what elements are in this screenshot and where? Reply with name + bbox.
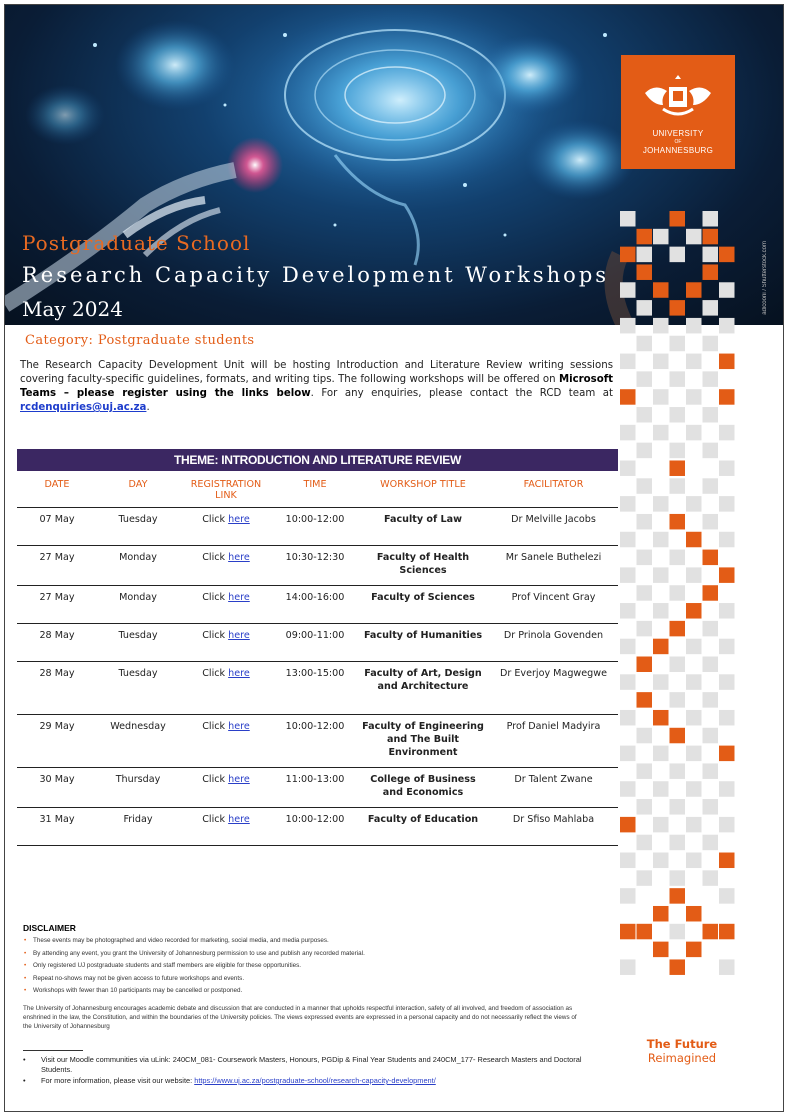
- pattern-square-grey: [620, 282, 636, 298]
- pattern-square-grey: [719, 603, 735, 619]
- pattern-square-grey: [620, 425, 636, 441]
- cell-registration: [179, 768, 273, 808]
- pattern-square-grey: [703, 336, 719, 352]
- intro-paragraph: [20, 359, 613, 415]
- table-header-row: [17, 475, 618, 508]
- pattern-square-grey: [703, 870, 719, 886]
- pattern-square-grey: [719, 639, 735, 655]
- click-text: Click: [202, 774, 229, 785]
- pattern-square-grey: [703, 211, 719, 227]
- pattern-square-grey: [653, 318, 669, 334]
- table-row: [17, 624, 618, 662]
- cell-title: Faculty of Humanities: [357, 624, 489, 662]
- table-row: [17, 508, 618, 546]
- pattern-square-grey: [637, 443, 653, 459]
- website-link[interactable]: https://www.uj.ac.za/postgraduate-school/research-capacity-development/: [194, 1076, 436, 1085]
- pattern-square-orange: [703, 924, 719, 940]
- pattern-square-grey: [686, 781, 702, 797]
- cell-registration: [179, 662, 273, 715]
- pattern-square-grey: [653, 354, 669, 370]
- header-date: DATE: [17, 475, 97, 508]
- intro-text-2: . For any enquiries, please contact the RCD team at: [310, 388, 613, 399]
- pattern-square-grey: [670, 371, 686, 387]
- footer-links: [23, 1055, 583, 1087]
- cell-facilitator: Dr Talent Zwane: [489, 768, 618, 808]
- pattern-square-grey: [653, 229, 669, 245]
- pattern-square-grey: [686, 318, 702, 334]
- cell-facilitator: Dr Everjoy Magwegwe: [489, 662, 618, 715]
- pattern-square-grey: [703, 692, 719, 708]
- pattern-square-grey: [719, 674, 735, 690]
- pattern-square-grey: [670, 692, 686, 708]
- pattern-square-grey: [703, 478, 719, 494]
- pattern-square-grey: [620, 567, 636, 583]
- cell-time: 14:00-16:00: [273, 586, 357, 624]
- cell-facilitator: Dr Melville Jacobs: [489, 508, 618, 546]
- pattern-square-orange: [653, 710, 669, 726]
- pattern-square-grey: [719, 425, 735, 441]
- pattern-square-grey: [686, 389, 702, 405]
- email-link[interactable]: rcdenquiries@uj.ac.za: [20, 402, 147, 413]
- pattern-square-orange: [703, 229, 719, 245]
- pattern-square-grey: [670, 336, 686, 352]
- hero-date: May 2024: [22, 297, 123, 321]
- table-row: [17, 715, 618, 768]
- intro-text-1: The Research Capacity Development Unit will be hosting Introduction and Literature Review writing sessions covering faculty-specific guidelines, formats, and writing tips. The following workshops will be offered on: [20, 360, 613, 385]
- moodle-note: • Visit our Moodle communities via uLink: 240CM_081- Coursework Masters, Honours, PGDip & Final Year Students and 240CM_177- Research Masters and Doctoral Students.: [23, 1055, 583, 1075]
- pattern-square-grey: [637, 336, 653, 352]
- cell-registration: [179, 624, 273, 662]
- flyer-page: [4, 4, 784, 1112]
- pattern-square-orange: [637, 924, 653, 940]
- click-text: Click: [202, 814, 229, 825]
- registration-link[interactable]: here: [228, 721, 250, 732]
- pattern-square-grey: [620, 746, 636, 762]
- click-text: Click: [202, 630, 229, 641]
- disclaimer-heading: DISCLAIMER: [23, 923, 76, 933]
- cell-day: Tuesday: [97, 662, 179, 715]
- cell-date: 07 May: [17, 508, 97, 546]
- pattern-square-grey: [620, 888, 636, 904]
- cell-day: Thursday: [97, 768, 179, 808]
- pattern-square-orange: [719, 567, 735, 583]
- pattern-square-grey: [620, 710, 636, 726]
- cell-date: 28 May: [17, 662, 97, 715]
- click-text: Click: [202, 668, 229, 679]
- pattern-square-grey: [653, 425, 669, 441]
- pattern-square-grey: [670, 443, 686, 459]
- pattern-square-grey: [670, 835, 686, 851]
- cell-time: 10:00-12:00: [273, 715, 357, 768]
- pattern-square-grey: [703, 799, 719, 815]
- pattern-square-orange: [670, 888, 686, 904]
- cell-facilitator: Dr Sfiso Mahlaba: [489, 808, 618, 846]
- cell-title: Faculty of Law: [357, 508, 489, 546]
- image-credit: adicooni / Shutterstock.com: [762, 241, 768, 315]
- disclaimer-item: • These events may be photographed and video recorded for marketing, social media, and media purposes.: [23, 935, 583, 948]
- pattern-square-grey: [620, 318, 636, 334]
- pattern-square-grey: [686, 496, 702, 512]
- pattern-square-grey: [653, 817, 669, 833]
- cell-time: 10:00-12:00: [273, 808, 357, 846]
- intro-text-3: .: [146, 402, 150, 413]
- logo-line-2: OF: [674, 139, 682, 145]
- cell-title: Faculty of Education: [357, 808, 489, 846]
- pattern-square-grey: [653, 389, 669, 405]
- pattern-square-orange: [719, 924, 735, 940]
- pattern-square-grey: [653, 603, 669, 619]
- click-text: Click: [202, 514, 229, 525]
- pattern-square-orange: [670, 514, 686, 530]
- pattern-square-grey: [653, 746, 669, 762]
- pattern-square-grey: [670, 799, 686, 815]
- pattern-square-grey: [670, 407, 686, 423]
- pattern-square-grey: [637, 550, 653, 566]
- table-row: [17, 586, 618, 624]
- disclaimer-item: • Workshops with fewer than 10 participants may be cancelled or postponed.: [23, 985, 583, 998]
- cell-time: 13:00-15:00: [273, 662, 357, 715]
- table-row: [17, 768, 618, 808]
- pattern-square-grey: [637, 799, 653, 815]
- pattern-square-grey: [653, 781, 669, 797]
- cell-time: 09:00-11:00: [273, 624, 357, 662]
- table-row: [17, 662, 618, 715]
- pattern-square-grey: [653, 496, 669, 512]
- pattern-square-orange: [703, 550, 719, 566]
- pattern-square-grey: [686, 425, 702, 441]
- pattern-square-grey: [637, 621, 653, 637]
- tagline-line-2: Reimagined: [647, 1051, 717, 1065]
- pattern-square-grey: [670, 924, 686, 940]
- category-label: Category: Postgraduate students: [25, 333, 255, 348]
- pattern-square-grey: [653, 853, 669, 869]
- disclaimer-paragraph: The University of Johannesburg encourages academic debate and discussion that are conducted in a manner that upholds respectful interaction, safety of all involved, and freedom of association as enshrined in the law, the Constitution, and within the boundaries of the University policies. The views expressed events are expressed in a personal capacity and do not necessarily reflect the views of the University of Johannesburg: [23, 1004, 577, 1030]
- pattern-square-grey: [686, 710, 702, 726]
- registration-link[interactable]: here: [228, 630, 250, 641]
- pattern-square-grey: [620, 460, 636, 476]
- registration-link[interactable]: here: [228, 668, 250, 679]
- pattern-square-grey: [670, 478, 686, 494]
- cell-registration: [179, 715, 273, 768]
- pattern-square-grey: [703, 514, 719, 530]
- pattern-square-grey: [703, 728, 719, 744]
- registration-link[interactable]: here: [228, 552, 250, 563]
- pattern-square-orange: [719, 853, 735, 869]
- pattern-square-grey: [686, 746, 702, 762]
- pattern-square-grey: [620, 959, 636, 975]
- pattern-square-orange: [686, 282, 702, 298]
- website-note: [23, 1076, 583, 1086]
- registration-link[interactable]: here: [228, 514, 250, 525]
- pattern-square-grey: [620, 674, 636, 690]
- click-text: Click: [202, 592, 229, 603]
- divider: [23, 1050, 83, 1051]
- cell-title: Faculty of Art, Design and Architecture: [357, 662, 489, 715]
- pattern-square-grey: [719, 532, 735, 548]
- pattern-square-grey: [703, 763, 719, 779]
- cell-date: 29 May: [17, 715, 97, 768]
- cell-facilitator: Dr Prinola Govenden: [489, 624, 618, 662]
- pattern-square-grey: [670, 870, 686, 886]
- cell-title: Faculty of Health Sciences: [357, 546, 489, 586]
- tagline-line-1: The Future: [646, 1037, 718, 1051]
- pattern-square-grey: [637, 371, 653, 387]
- pattern-square-grey: [719, 781, 735, 797]
- registration-link[interactable]: here: [228, 814, 250, 825]
- pattern-square-grey: [703, 657, 719, 673]
- pattern-square-grey: [653, 532, 669, 548]
- header-registration: REGISTRATION LINK: [179, 475, 273, 508]
- header-day: DAY: [97, 475, 179, 508]
- registration-link[interactable]: here: [228, 592, 250, 603]
- pattern-square-orange: [686, 906, 702, 922]
- hero-subtitle: Postgraduate School: [22, 231, 251, 255]
- cell-facilitator: Prof Daniel Madyira: [489, 715, 618, 768]
- pattern-square-grey: [653, 674, 669, 690]
- pattern-square-grey: [719, 496, 735, 512]
- pattern-square-grey: [670, 550, 686, 566]
- disclaimer-item: • Only registered UJ postgraduate students and staff members are eligible for these opportunities.: [23, 960, 583, 973]
- pattern-square-grey: [637, 763, 653, 779]
- pattern-square-orange: [653, 639, 669, 655]
- pattern-square-orange: [620, 924, 636, 940]
- pattern-square-orange: [653, 942, 669, 958]
- cell-date: 28 May: [17, 624, 97, 662]
- uj-logo: [621, 55, 735, 169]
- cell-time: 11:00-13:00: [273, 768, 357, 808]
- pattern-square-grey: [703, 300, 719, 316]
- cell-title: Faculty of Engineering and The Built Environment: [357, 715, 489, 768]
- cell-time: 10:30-12:30: [273, 546, 357, 586]
- pattern-square-grey: [719, 710, 735, 726]
- pattern-square-grey: [637, 835, 653, 851]
- pattern-square-orange: [719, 354, 735, 370]
- pattern-square-grey: [703, 443, 719, 459]
- website-text: For more information, please visit our website:: [41, 1076, 195, 1085]
- pattern-square-orange: [670, 959, 686, 975]
- pattern-square-orange: [653, 906, 669, 922]
- pattern-square-grey: [719, 282, 735, 298]
- pattern-square-orange: [637, 229, 653, 245]
- pattern-square-grey: [719, 959, 735, 975]
- cell-title: Faculty of Sciences: [357, 586, 489, 624]
- cell-facilitator: Mr Sanele Buthelezi: [489, 546, 618, 586]
- pattern-square-grey: [637, 247, 653, 263]
- cell-registration: [179, 508, 273, 546]
- pattern-square-orange: [620, 389, 636, 405]
- disclaimer: [23, 923, 583, 1031]
- cell-day: Tuesday: [97, 508, 179, 546]
- pattern-square-grey: [637, 407, 653, 423]
- pattern-square-grey: [637, 728, 653, 744]
- pattern-square-grey: [686, 853, 702, 869]
- pattern-square-grey: [653, 567, 669, 583]
- pattern-square-orange: [670, 460, 686, 476]
- hero-title: Research Capacity Development Workshops: [22, 263, 610, 287]
- pattern-square-grey: [703, 621, 719, 637]
- pattern-square-orange: [719, 746, 735, 762]
- pattern-square-grey: [703, 371, 719, 387]
- pattern-square-grey: [637, 514, 653, 530]
- table-row: [17, 808, 618, 846]
- header-facilitator: FACILITATOR: [489, 475, 618, 508]
- disclaimer-item: • By attending any event, you grant the University of Johannesburg permission to use and publish any recorded material.: [23, 948, 583, 961]
- pattern-square-grey: [620, 853, 636, 869]
- tagline: [637, 1037, 727, 1065]
- pattern-square-orange: [670, 621, 686, 637]
- disclaimer-item: • Repeat no-shows may not be given access to future workshops and events.: [23, 973, 583, 986]
- pattern-square-orange: [719, 247, 735, 263]
- cell-day: Friday: [97, 808, 179, 846]
- cell-date: 31 May: [17, 808, 97, 846]
- pattern-square-grey: [620, 496, 636, 512]
- logo-line-1: UNIVERSITY: [652, 129, 704, 138]
- pattern-square-grey: [686, 354, 702, 370]
- pattern-square-orange: [637, 657, 653, 673]
- pattern-square-orange: [686, 532, 702, 548]
- cell-facilitator: Prof Vincent Gray: [489, 586, 618, 624]
- cell-registration: [179, 808, 273, 846]
- click-text: Click: [202, 721, 229, 732]
- cell-date: 27 May: [17, 586, 97, 624]
- pattern-square-grey: [637, 585, 653, 601]
- cell-time: 10:00-12:00: [273, 508, 357, 546]
- pattern-square-grey: [686, 639, 702, 655]
- pattern-square-grey: [703, 835, 719, 851]
- pattern-square-grey: [620, 354, 636, 370]
- cell-title: College of Business and Economics: [357, 768, 489, 808]
- decorative-pattern: [619, 210, 735, 1000]
- pattern-square-orange: [653, 282, 669, 298]
- pattern-square-orange: [703, 264, 719, 280]
- logo-line-3: JOHANNESBURG: [642, 146, 714, 155]
- pattern-square-grey: [637, 870, 653, 886]
- pattern-square-orange: [703, 585, 719, 601]
- pattern-square-orange: [670, 211, 686, 227]
- pattern-square-orange: [670, 728, 686, 744]
- pattern-square-grey: [620, 603, 636, 619]
- header-time: TIME: [273, 475, 357, 508]
- pattern-square-orange: [620, 247, 636, 263]
- pattern-square-orange: [719, 389, 735, 405]
- pattern-square-grey: [620, 639, 636, 655]
- uj-crest-icon: [641, 75, 715, 127]
- pattern-square-grey: [637, 478, 653, 494]
- pattern-square-grey: [686, 817, 702, 833]
- registration-link[interactable]: here: [228, 774, 250, 785]
- pattern-square-grey: [620, 781, 636, 797]
- cell-registration: [179, 546, 273, 586]
- pattern-square-grey: [670, 657, 686, 673]
- pattern-square-grey: [686, 229, 702, 245]
- pattern-square-grey: [670, 585, 686, 601]
- theme-bar: THEME: INTRODUCTION AND LITERATURE REVIEW: [17, 449, 618, 471]
- pattern-square-grey: [719, 888, 735, 904]
- pattern-square-grey: [686, 567, 702, 583]
- pattern-square-orange: [637, 692, 653, 708]
- table-row: [17, 546, 618, 586]
- pattern-square-orange: [686, 603, 702, 619]
- pattern-square-orange: [637, 264, 653, 280]
- pattern-square-orange: [670, 300, 686, 316]
- click-text: Click: [202, 552, 229, 563]
- disclaimer-list: [23, 935, 583, 998]
- pattern-square-grey: [686, 674, 702, 690]
- cell-date: 27 May: [17, 546, 97, 586]
- pattern-square-grey: [637, 300, 653, 316]
- pattern-square-grey: [719, 817, 735, 833]
- cell-registration: [179, 586, 273, 624]
- cell-day: Tuesday: [97, 624, 179, 662]
- header-title: WORKSHOP TITLE: [357, 475, 489, 508]
- pattern-square-grey: [670, 763, 686, 779]
- pattern-square-grey: [719, 460, 735, 476]
- pattern-square-grey: [703, 407, 719, 423]
- workshop-table: [17, 475, 618, 846]
- cell-day: Monday: [97, 546, 179, 586]
- pattern-square-orange: [686, 942, 702, 958]
- pattern-square-grey: [719, 318, 735, 334]
- pattern-square-grey: [670, 247, 686, 263]
- cell-day: Monday: [97, 586, 179, 624]
- pattern-square-grey: [620, 211, 636, 227]
- intro-bold: Microsoft Teams – please register using the links below: [20, 374, 613, 399]
- cell-date: 30 May: [17, 768, 97, 808]
- pattern-square-grey: [620, 532, 636, 548]
- pattern-square-grey: [703, 247, 719, 263]
- pattern-square-orange: [620, 817, 636, 833]
- cell-day: Wednesday: [97, 715, 179, 768]
